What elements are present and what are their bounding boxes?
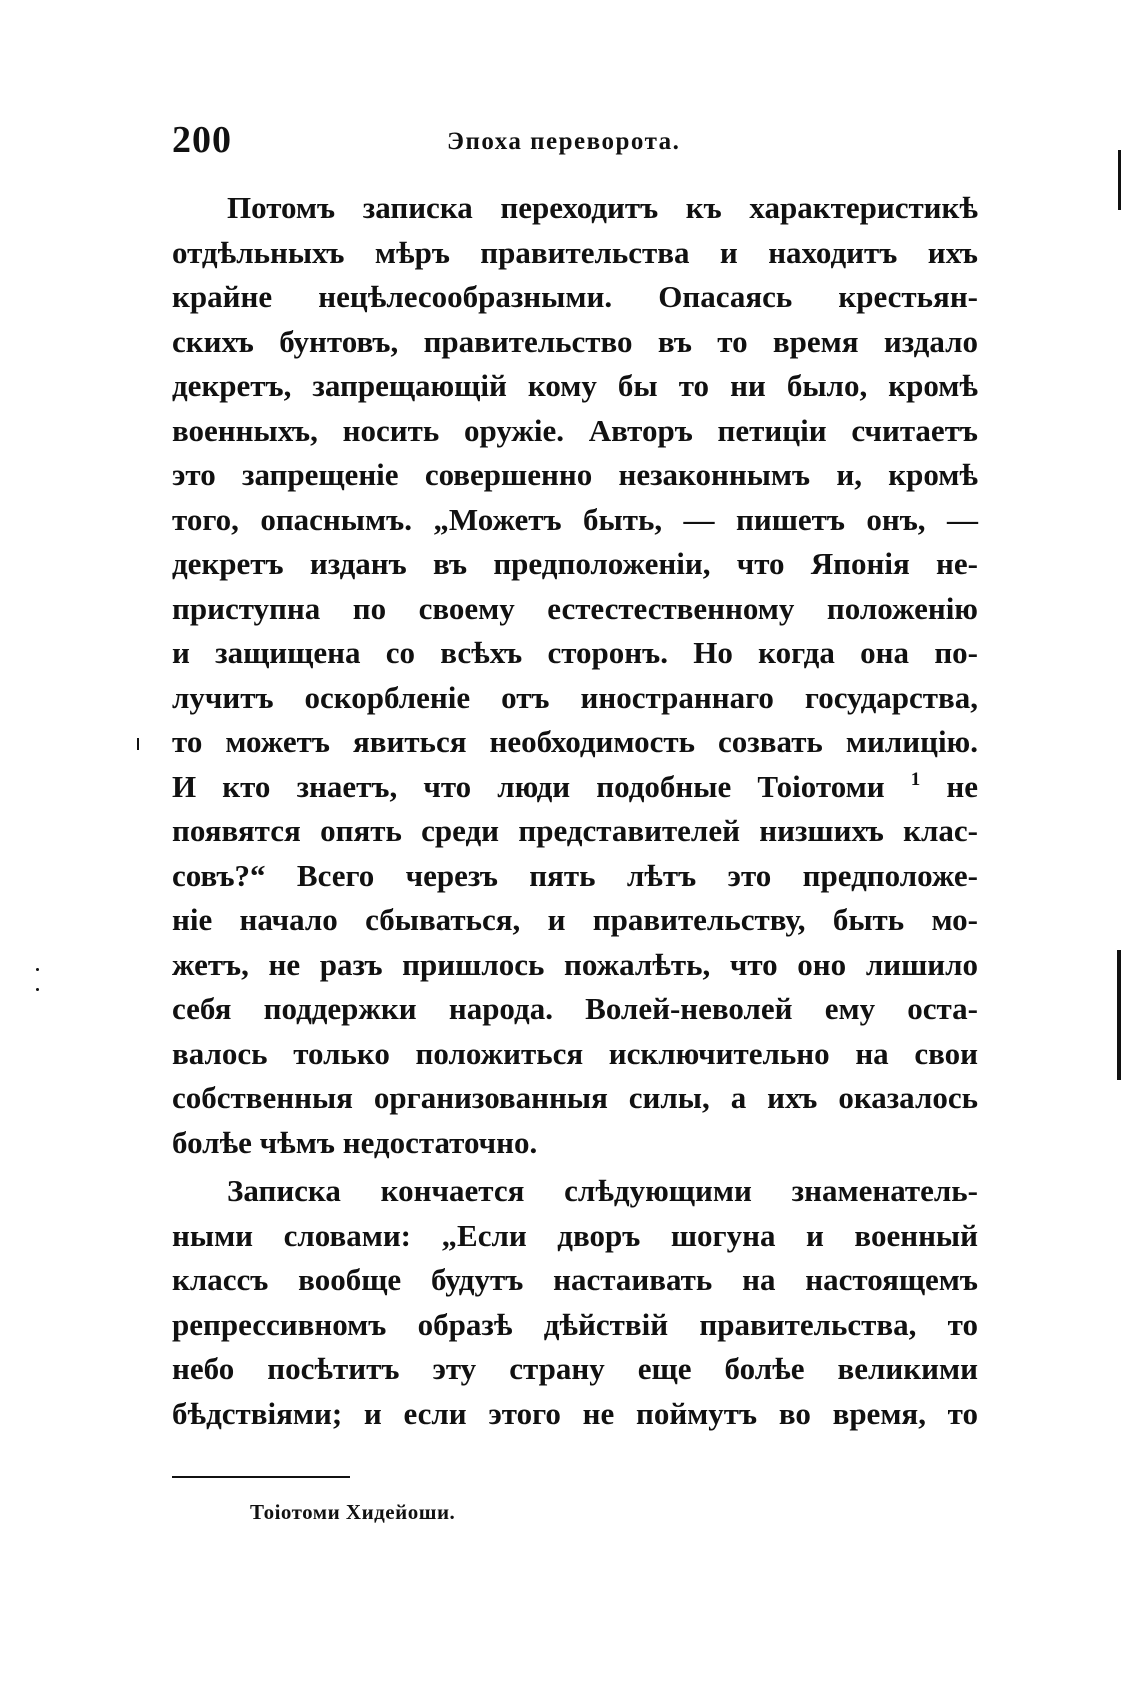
text-line: собственныя организованныя силы, а ихъ оказалось [172,1080,978,1115]
text-line-with-footnote [172,765,978,810]
scan-artifact-mark [1117,950,1121,1080]
text-line: декретъ, запрещающій кому бы то ни было, кромѣ [172,368,978,403]
text-line: ніе начало сбываться, и правительству, быть мо- [172,902,978,937]
text-line: совъ?“ Всего черезъ пять лѣтъ это предположе- [172,857,978,893]
scan-artifact-mark [36,988,39,991]
text-line: лучитъ оскорбленіе отъ иностраннаго государства, [172,679,978,715]
text-line: Записка кончается слѣдующими знаменатель- [227,1173,978,1208]
text-line: отдѣльныхъ мѣръ правительства и находитъ ихъ [172,234,978,270]
footnote-separator-rule [172,1476,350,1478]
text-line: репрессивномъ образѣ дѣйствій правительства, то [172,1306,978,1342]
footnote-text: Тоіотоми Хидейоши. [250,1500,456,1524]
text-line: скихъ бунтовъ, правительство въ то время издало [172,323,978,359]
text-line: то можетъ явиться необходимость созвать милицію. [172,724,978,759]
page-number: 200 [172,119,232,161]
text-line: декретъ изданъ въ предположеніи, что Японія не- [172,546,978,581]
text-line: это запрещеніе совершенно незаконнымъ и, кромѣ [172,457,978,492]
text-line: болѣе чѣмъ недостаточно. [172,1124,538,1160]
text-line: появятся опять среди представителей низшихъ клас- [172,813,978,848]
text-line: небо посѣтитъ эту страну еще болѣе великими [172,1351,978,1386]
scan-artifact-mark [1118,150,1121,210]
paragraph-1 [172,186,978,1165]
text-line: военныхъ, носить оружіе. Авторъ петиціи считаетъ [172,412,978,448]
text-line: крайне нецѣлесообразными. Опасаясь крестьян- [172,279,978,314]
paragraph-2 [172,1169,978,1436]
page-header [172,118,978,168]
text-line: классъ вообще будутъ настаивать на настоящемъ [172,1262,978,1297]
footnote-reference: 1 [910,768,921,790]
text-line: Потомъ записка переходитъ къ характеристикѣ [227,190,978,225]
line-text-tail: не [946,768,978,804]
running-head: Эпоха переворота. [447,128,681,155]
text-line: ными словами: „Если дворъ шогуна и военный [172,1217,978,1253]
text-line: жетъ, не разъ пришлось пожалѣть, что оно лишило [172,946,978,982]
text-line: бѣдствіями; и если этого не поймутъ во время, то [172,1395,978,1431]
footnote [250,1500,455,1525]
text-line: того, опаснымъ. „Можетъ быть, — пишетъ онъ, — [172,501,978,537]
scan-artifact-mark [36,968,39,971]
body-text [172,186,978,1436]
text-line: себя поддержки народа. Волей-неволей ему оста- [172,991,978,1026]
line-text: И кто знаетъ, что люди подобные Тоіотоми [172,768,885,804]
text-line: и защищена со всѣхъ сторонъ. Но когда она по- [172,635,978,670]
scan-artifact-mark [137,738,139,750]
text-line: приступна по своему естестественному положенію [172,590,978,626]
text-line: валось только положиться исключительно на свои [172,1035,978,1071]
